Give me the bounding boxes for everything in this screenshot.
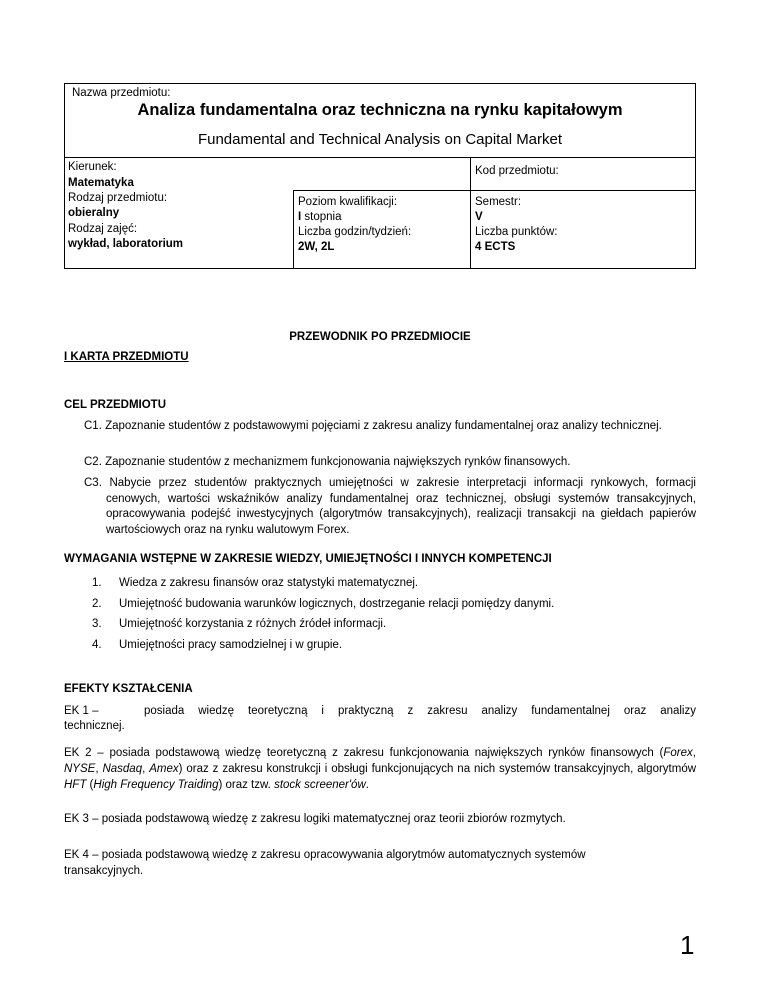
- cel-title: CEL PRZEDMIOTU: [64, 399, 167, 411]
- course-title-en: Fundamental and Technical Analysis on Capital Market: [197, 131, 563, 148]
- req-num: 3.: [92, 618, 102, 630]
- table-divider: [293, 190, 294, 269]
- ek2-text: [64, 745, 696, 793]
- kierunek-value: Matematyka: [68, 177, 134, 189]
- punktow-label: Liczba punktów:: [475, 226, 558, 238]
- cel-c3-text: C3. Nabycie przez studentów praktycznych umiejętności w zakresie interpretacji informacji rynkowych, formacji cenowych, wartości wskaźników analizy fundamentalnej oraz technicznej, obsługi systemów transakcyjnych, opracowywania podejść inwestycyjnych (algorytmów transakcyjnych), realizacji transakcji na giełdach papierów wartościowych oraz na rynku walutowym Forex.: [84, 477, 696, 536]
- ek2-amex: Amex: [149, 763, 179, 775]
- req-item: [92, 576, 419, 591]
- cel-c3: [84, 476, 696, 538]
- poziom-label: Poziom kwalifikacji:: [298, 196, 398, 208]
- punktow-value: 4 ECTS: [475, 241, 516, 253]
- ek2-part: ,: [142, 763, 150, 775]
- ek2-screener: stock screener'ów: [274, 779, 366, 791]
- guide-title: PRZEWODNIK PO PRZEDMIOCIE: [289, 331, 471, 343]
- req-num: 2.: [92, 598, 102, 610]
- semestr-label: Semestr:: [475, 196, 522, 208]
- kierunek-label: Kierunek:: [68, 161, 117, 173]
- zajec-label: Rodzaj zajęć:: [68, 223, 138, 235]
- efekty-title: EFEKTY KSZTAŁCENIA: [64, 683, 193, 695]
- ek2-part: ,: [692, 747, 696, 759]
- rodzaj-label: Rodzaj przedmiotu:: [68, 192, 168, 204]
- rodzaj-value: obieralny: [68, 207, 120, 219]
- zajec-value: wykład, laboratorium: [68, 238, 184, 250]
- ek4-text-cont: transakcyjnych.: [64, 865, 144, 877]
- ek1-label: EK 1 –: [64, 705, 99, 717]
- poziom-value: I stopnia: [298, 211, 342, 223]
- ek4-text: EK 4 – posiada podstawową wiedzę z zakresu opracowywania algorytmów automatycznych systemów: [64, 849, 586, 861]
- wymagania-title: WYMAGANIA WSTĘPNE W ZAKRESIE WIEDZY, UMIEJĘTNOŚCI I INNYCH KOMPETENCJI: [64, 553, 552, 565]
- ek2-part: EK 2 – posiada podstawową wiedzę teoretyczną z zakresu funkcjonowania największych rynków finansowych (: [64, 747, 664, 759]
- req-text: Umiejętności pracy samodzielnej i w grupie.: [119, 639, 343, 651]
- kod-label: Kod przedmiotu:: [475, 165, 559, 177]
- req-num: 1.: [92, 577, 102, 589]
- page-number: 1: [680, 930, 695, 960]
- ek2-hft-full: High Frequency Traiding: [93, 779, 219, 791]
- ek2-part: ) oraz tzw.: [218, 779, 275, 791]
- ek2-forex: Forex: [663, 747, 693, 759]
- nazwa-label: Nazwa przedmiotu:: [72, 87, 171, 99]
- ek2-part: (: [86, 779, 94, 791]
- req-text: Umiejętność korzystania z różnych źródeł informacji.: [119, 618, 387, 630]
- req-item: [92, 597, 555, 612]
- table-divider: [293, 190, 696, 191]
- cel-c1-text: C1. Zapoznanie studentów z podstawowymi pojęciami z zakresu analizy fundamentalnej oraz analizy technicznej.: [84, 420, 662, 432]
- godzin-label: Liczba godzin/tydzień:: [298, 226, 412, 238]
- ek2-hft: HFT: [64, 779, 87, 791]
- table-divider: [470, 157, 471, 269]
- ek2-nasdaq: Nasdaq: [102, 763, 143, 775]
- ek1-text: posiada wiedzę teoretyczną i praktyczną z zakresu analizy fundamentalnej oraz analizy: [144, 705, 696, 717]
- ek1-text-cont: technicznej.: [64, 720, 125, 732]
- req-num: 4.: [92, 639, 102, 651]
- ek2-part: ) oraz z zakresu konstrukcji i obsługi funkcjonujących na nich systemów transakcyjnych, algorytmów: [178, 763, 697, 775]
- req-item: [92, 617, 387, 632]
- ek2-part: .: [365, 779, 369, 791]
- karta-title: I KARTA PRZEDMIOTU: [64, 351, 189, 363]
- ek2-nyse: NYSE: [64, 763, 96, 775]
- cel-c1: [84, 419, 696, 434]
- semestr-value: V: [475, 211, 483, 223]
- cel-c2: C2. Zapoznanie studentów z mechanizmem funkcjonowania największych rynków finansowych.: [84, 456, 571, 468]
- req-text: Wiedza z zakresu finansów oraz statystyki matematycznej.: [119, 577, 419, 589]
- req-item: [92, 638, 343, 653]
- req-text: Umiejętność budowania warunków logicznych, dostrzeganie relacji pomiędzy danymi.: [119, 598, 555, 610]
- ek3-text: EK 3 – posiada podstawową wiedzę z zakresu logiki matematycznej oraz teorii zbiorów rozmytych.: [64, 813, 566, 825]
- godzin-value: 2W, 2L: [298, 241, 335, 253]
- table-divider: [64, 157, 696, 158]
- course-title-pl: Analiza fundamentalna oraz techniczna na rynku kapitałowym: [137, 101, 623, 119]
- ek2-part: ,: [95, 763, 103, 775]
